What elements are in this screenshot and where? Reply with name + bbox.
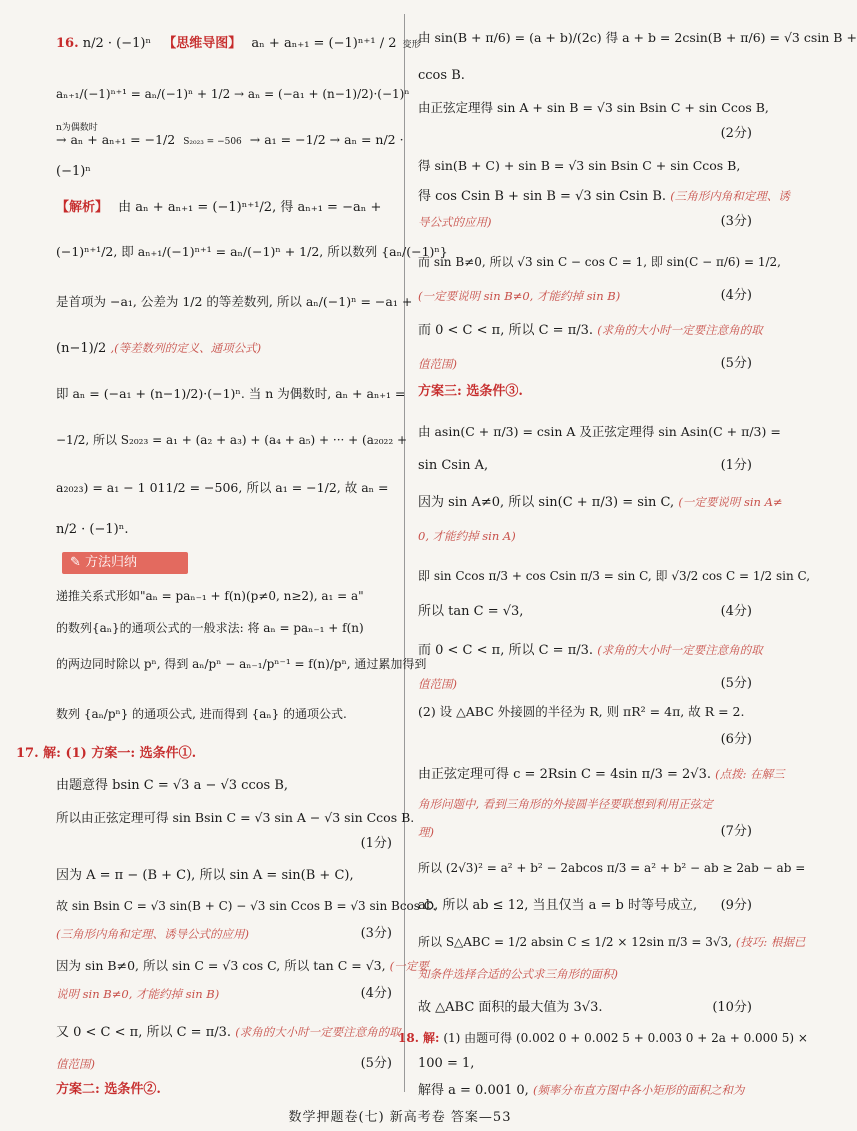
page-footer: 数学押题卷(七) 新高考卷 答案—53	[288, 1110, 512, 1125]
r-note-8: (一定要说明 sin B≠0, 才能约掉 sin B)	[418, 289, 621, 303]
analysis-line-3: 是首项为 −a₁, 公差为 1/2 的等差数列, 所以 aₙ/(−1)ⁿ = −a₁ +	[56, 294, 413, 309]
r-line-2: ccos B.	[418, 68, 465, 83]
r-line-13	[418, 494, 783, 511]
r-line-10	[418, 356, 752, 373]
q18-line-1	[398, 1030, 808, 1046]
mindmap-transform: 变形	[402, 40, 421, 50]
q17-title: 17. 解: (1) 方案一: 选条件①.	[16, 746, 197, 761]
r-line-8	[418, 288, 752, 305]
r-score-5: (5分)	[720, 356, 752, 371]
r-note-18: 值范围)	[418, 677, 457, 691]
mindmap-even-note: n为偶数时	[56, 123, 98, 133]
analysis-line-7: a₂₀₂₃) = a₁ − 1 011/2 = −506, 所以 a₁ = −1/2, 故 aₙ =	[56, 480, 389, 495]
r-text-27: 故 △ABC 面积的最大值为 3√3.	[418, 1000, 603, 1015]
r-score-5b: (5分)	[720, 676, 752, 691]
method-line-1: 递推关系式形如"aₙ = paₙ₋₁ + f(n)(p≠0, n≥2), a₁ = a"	[56, 589, 364, 603]
r-line-26	[418, 966, 618, 983]
analysis-label: 【解析】	[56, 200, 109, 215]
mindmap-line-3b: → a₁ = −1/2 → aₙ = n/2 ·	[249, 132, 404, 147]
analysis-note-4: ,(等差数列的定义、通项公式)	[110, 341, 262, 355]
mindmap-line-3a: → aₙ + aₙ₊₁ = −1/2	[56, 132, 176, 147]
method-badge-label: 方法归纳	[85, 555, 138, 570]
analysis-line-4	[56, 340, 261, 357]
r-text-20: 由正弦定理可得 c = 2Rsin C = 4sin π/3 = 2√3.	[418, 767, 711, 782]
q17-heading	[16, 746, 196, 762]
r-note-5: (三角形内角和定理、诱	[670, 189, 790, 203]
method-line-3: 的两边同时除以 pⁿ, 得到 aₙ/pⁿ − aₙ₋₁/pⁿ⁻¹ = f(n)/pⁿ, 通过累加得到	[56, 657, 427, 671]
r-line-12	[418, 458, 752, 474]
r-text-24: ab, 所以 ab ≤ 12, 当且仅当 a = b 时等号成立,	[418, 898, 698, 913]
q18-text-1: (1) 由题可得 (0.002 0 + 0.002 5 + 0.003 0 + 2a + 0.000 5) ×	[443, 1031, 808, 1045]
method-line-2: 的数列{aₙ}的通项公式的一般求法: 将 aₙ = paₙ₋₁ + f(n)	[56, 621, 364, 635]
q17-note-5: (三角形内角和定理、诱导公式的应用)	[56, 927, 249, 941]
q17-note-8: (求角的大小时一定要注意角的取	[235, 1025, 401, 1039]
plan3-heading	[418, 384, 523, 400]
r-line-18	[418, 676, 752, 693]
analysis-line-2: (−1)ⁿ⁺¹/2, 即 aₙ₊₁/(−1)ⁿ⁺¹ = aₙ/(−1)ⁿ + 1/2, 所以数列 {aₙ/(−1)ⁿ}	[56, 244, 448, 259]
r-note-26: 知条件选择合适的公式求三角形的面积)	[418, 967, 618, 981]
r-text-12: sin Csin A,	[418, 458, 489, 473]
r-line-15: 即 sin Ccos π/3 + cos Csin π/3 = sin C, 即 √3/2 cos C = 1/2 sin C,	[418, 569, 811, 583]
q17-line-5	[56, 926, 392, 943]
q17-line-1: 由题意得 bsin C = √3 a − √3 ccos B,	[56, 778, 289, 793]
r-note-22: 理)	[418, 825, 434, 839]
score-5: (5分)	[360, 1056, 392, 1071]
r-text-17: 而 0 < C < π, 所以 C = π/3.	[418, 643, 594, 658]
q18-note-3: (频率分布直方图中各小矩形的面积之和为	[532, 1083, 745, 1097]
q17-note-6: (一定要	[389, 959, 429, 973]
q17-line-4: 故 sin Bsin C = √3 sin(B + C) − √3 sin Ccos B = √3 sin Bcos C.	[56, 899, 437, 913]
r-line-6	[418, 214, 752, 231]
analysis-line-1	[56, 200, 381, 216]
r-line-11: 由 asin(C + π/3) = csin A 及正弦定理得 sin Asin(C + π/3) =	[418, 424, 781, 439]
r-score-4b: (4分)	[720, 604, 752, 619]
r-line-23: 所以 (2√3)² = a² + b² − 2abcos π/3 = a² + b² − ab ≥ 2ab − ab =	[418, 861, 806, 875]
score-10: (10分)	[712, 1000, 752, 1015]
r-text-13: 因为 sin A≠0, 所以 sin(C + π/3) = sin C,	[418, 495, 675, 510]
r-score-1: (1分)	[720, 458, 752, 473]
r-line-14	[418, 528, 516, 545]
q17-line-8	[56, 1024, 401, 1041]
analysis-text-4: (n−1)/2	[56, 341, 107, 356]
q18-title: 18. 解:	[398, 1031, 440, 1045]
mindmap-line-4: (−1)ⁿ	[56, 164, 91, 179]
r-line-16	[418, 604, 752, 620]
score-3: (3分)	[360, 926, 392, 941]
q16-number: 16.	[56, 36, 79, 51]
plan2-title: 方案二: 选条件②.	[56, 1082, 161, 1097]
q17-text-6: 因为 sin B≠0, 所以 sin C = √3 cos C, 所以 tan C = √3,	[56, 958, 386, 973]
r-line-7: 而 sin B≠0, 所以 √3 sin C − cos C = 1, 即 sin(C − π/6) = 1/2,	[418, 255, 781, 269]
score-1: (1分)	[360, 836, 392, 851]
r-line-17	[418, 642, 763, 659]
r-line-9	[418, 322, 763, 339]
r-score-4: (4分)	[720, 288, 752, 303]
q17-line-2: 所以由正弦定理可得 sin Bsin C = √3 sin A − √3 sin Ccos B.	[56, 810, 415, 825]
r-line-25	[418, 934, 805, 950]
r-note-25: (技巧: 根据已	[735, 935, 806, 949]
score-4: (4分)	[360, 986, 392, 1001]
analysis-text-1: 由 aₙ + aₙ₊₁ = (−1)ⁿ⁺¹/2, 得 aₙ₊₁ = −aₙ +	[118, 200, 382, 215]
q17-text-8: 又 0 < C < π, 所以 C = π/3.	[56, 1025, 232, 1040]
r-line-21	[418, 796, 713, 813]
q16-mindmap-line	[56, 36, 421, 53]
q17-note-9: 值范围)	[56, 1057, 95, 1071]
r-line-19: (2) 设 △ABC 外接圆的半径为 R, 则 πR² = 4π, 故 R = 2.	[418, 704, 745, 719]
r-line-22	[418, 824, 752, 841]
mindmap-label: 【思维导图】	[163, 36, 242, 51]
r-score-3: (3分)	[720, 214, 752, 229]
plan3-title: 方案三: 选条件③.	[418, 384, 523, 399]
analysis-line-5: 即 aₙ = (−a₁ + (n−1)/2)·(−1)ⁿ. 当 n 为偶数时, aₙ + aₙ₊₁ =	[56, 386, 406, 401]
column-divider	[404, 14, 405, 1092]
score-7: (7分)	[720, 824, 752, 839]
method-line-4: 数列 {aₙ/pⁿ} 的通项公式, 进而得到 {aₙ} 的通项公式.	[56, 707, 347, 721]
r-note-20: (点拨: 在解三	[715, 767, 785, 781]
wrench-icon: ✎	[70, 555, 86, 570]
plan2-heading	[56, 1082, 161, 1098]
analysis-line-6: −1/2, 所以 S₂₀₂₃ = a₁ + (a₂ + a₃) + (a₄ + a₅) + ··· + (a₂₀₂₂ +	[56, 433, 408, 447]
q18-line-2: 100 = 1,	[418, 1056, 475, 1071]
analysis-line-8: n/2 · (−1)ⁿ.	[56, 522, 129, 537]
q17-line-3: 因为 A = π − (B + C), 所以 sin A = sin(B + C),	[56, 868, 354, 883]
r-line-1: 由 sin(B + π/6) = (a + b)/(2c) 得 a + b = 2csin(B + π/6) = √3 csin B +	[418, 30, 857, 45]
r-note-6: 导公式的应用)	[418, 215, 492, 229]
r-note-13: (一定要说明 sin A≠	[678, 495, 783, 509]
r-line-20	[418, 766, 785, 783]
r-line-4: 得 sin(B + C) + sin B = √3 sin Bsin C + sin Ccos B,	[418, 158, 741, 173]
score-6: (6分)	[720, 732, 752, 747]
r-line-27	[418, 1000, 752, 1016]
q17-line-9	[56, 1056, 392, 1073]
r-note-17: (求角的大小时一定要注意角的取	[597, 643, 763, 657]
r-text-16: 所以 tan C = √3,	[418, 604, 524, 619]
q17-line-6	[56, 958, 429, 974]
r-text-25: 所以 S△ABC = 1/2 absin C ≤ 1/2 × 12sin π/3 = 3√3,	[418, 935, 732, 949]
q17-note-7: 说明 sin B≠0, 才能约掉 sin B)	[56, 987, 220, 1001]
q18-line-3	[418, 1082, 744, 1099]
r-note-10: 值范围)	[418, 357, 457, 371]
r-line-5	[418, 188, 790, 205]
q17-line-7	[56, 986, 392, 1003]
q16-answer: n/2 · (−1)ⁿ	[82, 36, 152, 51]
method-summary-badge	[62, 552, 188, 574]
mindmap-s2023: S₂₀₂₃ = −506	[183, 137, 242, 147]
score-9: (9分)	[720, 898, 752, 913]
r-note-9: (求角的大小时一定要注意角的取	[597, 323, 763, 337]
q18-text-3: 解得 a = 0.001 0,	[418, 1083, 529, 1098]
r-line-24	[418, 898, 752, 914]
mindmap-expr: aₙ + aₙ₊₁ = (−1)ⁿ⁺¹ / 2	[251, 36, 397, 51]
mindmap-line-3	[56, 132, 404, 150]
mindmap-line-2: aₙ₊₁/(−1)ⁿ⁺¹ = aₙ/(−1)ⁿ + 1/2 → aₙ = (−a₁ + (n−1)/2)·(−1)ⁿ	[56, 87, 410, 101]
r-note-14: 0, 才能约掉 sin A)	[418, 529, 516, 543]
r-note-21: 角形问题中, 看到三角形的外接圆半径要联想到利用正弦定	[418, 797, 713, 811]
r-line-3: 由正弦定理得 sin A + sin B = √3 sin Bsin C + sin Ccos B,	[418, 100, 769, 115]
r-text-5: 得 cos Csin B + sin B = √3 sin Csin B.	[418, 189, 667, 204]
score-2: (2分)	[720, 126, 752, 141]
r-text-9: 而 0 < C < π, 所以 C = π/3.	[418, 323, 594, 338]
